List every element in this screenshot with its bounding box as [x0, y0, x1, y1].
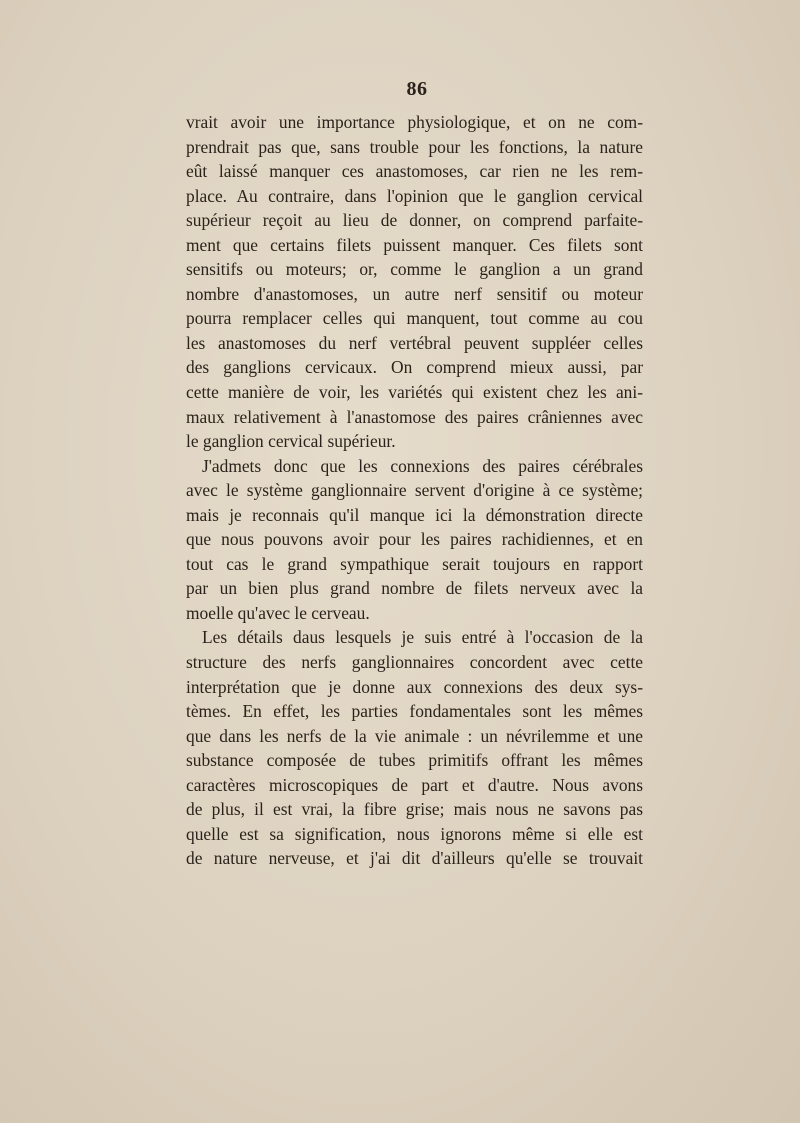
text-line: Les détails daus lesquels je suis entré à l'occasion de la	[202, 627, 643, 648]
text-line: mais je reconnais qu'il manque ici la démonstration directe	[186, 504, 643, 525]
text-line: moelle qu'avec le cerveau.	[186, 602, 370, 623]
text-line: J'admets donc que les connexions des paires cérébrales	[202, 455, 643, 476]
text-line: quelle est sa signification, nous ignorons même si elle est	[186, 823, 643, 844]
text-line: que nous pouvons avoir pour les paires rachidiennes, et en	[186, 529, 643, 550]
text-line: supérieur reçoit au lieu de donner, on comprend parfaite-	[186, 210, 643, 231]
text-line: interprétation que je donne aux connexions des deux sys-	[186, 676, 643, 697]
text-line: place. Au contraire, dans l'opinion que le ganglion cervical	[186, 185, 643, 206]
text-line: des ganglions cervicaux. On comprend mieux aussi, par	[186, 357, 643, 378]
text-line: tèmes. En effet, les parties fondamentales sont les mêmes	[186, 701, 643, 722]
text-line: substance composée de tubes primitifs offrant les mêmes	[186, 750, 643, 771]
text-line: nombre d'anastomoses, un autre nerf sensitif ou moteur	[186, 283, 643, 304]
text-line: le ganglion cervical supérieur.	[186, 431, 396, 452]
page-number: 86	[406, 78, 428, 100]
text-line: vrait avoir une importance physiologique, et on ne com-	[186, 112, 643, 132]
text-line: par un bien plus grand nombre de filets nerveux avec la	[186, 578, 643, 599]
text-line: prendrait pas que, sans trouble pour les fonctions, la nature	[186, 136, 643, 157]
text-line: cette manière de voir, les variétés qui existent chez les ani-	[186, 382, 643, 403]
text-line: sensitifs ou moteurs; or, comme le ganglion a un grand	[186, 259, 643, 280]
text-line: que dans les nerfs de la vie animale : un névrilemme et une	[186, 725, 643, 746]
body-text	[186, 110, 643, 871]
text-line: eût laissé manquer ces anastomoses, car rien ne les rem-	[186, 161, 643, 182]
text-line: pourra remplacer celles qui manquent, tout comme au cou	[186, 308, 643, 329]
text-line: tout cas le grand sympathique serait toujours en rapport	[186, 553, 643, 574]
text-line: les anastomoses du nerf vertébral peuvent suppléer celles	[186, 332, 643, 353]
text-line: avec le système ganglionnaire servent d'origine à ce système;	[186, 480, 643, 501]
text-line: ment que certains filets puissent manquer. Ces filets sont	[186, 234, 643, 255]
text-line: de nature nerveuse, et j'ai dit d'ailleurs qu'elle se trouvait	[186, 848, 643, 869]
text-line: caractères microscopiques de part et d'autre. Nous avons	[186, 774, 643, 795]
text-line: structure des nerfs ganglionnaires concordent avec cette	[186, 652, 643, 673]
text-line: maux relativement à l'anastomose des paires crâniennes avec	[186, 406, 643, 427]
text-line: de plus, il est vrai, la fibre grise; mais nous ne savons pas	[186, 799, 643, 820]
